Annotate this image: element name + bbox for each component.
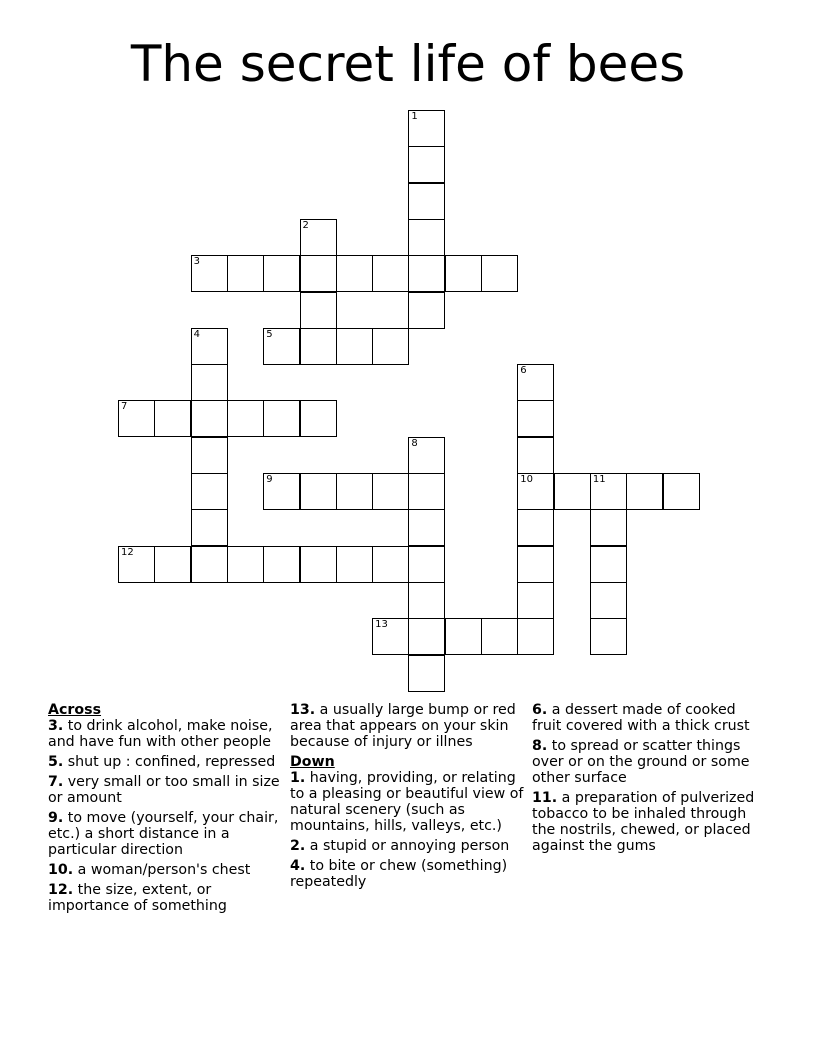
grid-cell[interactable] bbox=[517, 400, 554, 437]
grid-cell[interactable] bbox=[408, 292, 445, 329]
grid-cell[interactable] bbox=[445, 255, 482, 292]
grid-cell[interactable] bbox=[336, 328, 373, 365]
grid-cell[interactable] bbox=[517, 546, 554, 583]
grid-cell[interactable] bbox=[481, 618, 518, 655]
grid-cell[interactable] bbox=[517, 364, 554, 401]
grid-cell[interactable] bbox=[408, 655, 445, 692]
grid-cell[interactable] bbox=[590, 473, 627, 510]
grid-cell[interactable] bbox=[372, 255, 409, 292]
cell-number: 8 bbox=[411, 437, 418, 449]
grid-cell[interactable] bbox=[191, 255, 228, 292]
grid-cell[interactable] bbox=[408, 183, 445, 220]
grid-cell[interactable] bbox=[408, 473, 445, 510]
cell-number: 10 bbox=[520, 474, 534, 485]
clue-down-2: 2. a stupid or annoying person bbox=[290, 838, 510, 854]
grid-cell[interactable] bbox=[590, 546, 627, 583]
grid-cell[interactable] bbox=[517, 582, 554, 619]
cell-number: 1 bbox=[411, 111, 418, 122]
grid-cell[interactable] bbox=[336, 473, 373, 510]
grid-cell[interactable] bbox=[263, 400, 300, 437]
cell-number: 11 bbox=[592, 474, 606, 485]
grid-cell[interactable] bbox=[154, 400, 191, 437]
cell-number: 3 bbox=[193, 256, 200, 268]
cell-number: 5 bbox=[266, 328, 273, 340]
grid-cell[interactable] bbox=[554, 473, 591, 510]
grid-cell[interactable] bbox=[517, 437, 554, 474]
grid-cell[interactable] bbox=[191, 473, 228, 510]
grid-cell[interactable] bbox=[263, 255, 300, 292]
clue-across-12: 12. the size, extent, or importance of something bbox=[48, 882, 227, 914]
grid-cell[interactable] bbox=[191, 364, 228, 401]
grid-cell[interactable] bbox=[227, 255, 264, 292]
puzzle-title: The secret life of bees bbox=[130, 35, 686, 93]
grid-cell[interactable] bbox=[227, 400, 264, 437]
grid-cell[interactable] bbox=[263, 328, 300, 365]
grid-cell[interactable] bbox=[663, 473, 700, 510]
cell-number: 4 bbox=[193, 328, 200, 340]
down-clues-column-3 bbox=[532, 702, 767, 858]
across-clues-column-1 bbox=[48, 702, 283, 918]
grid-cell[interactable] bbox=[481, 255, 518, 292]
clue-across-10: 10. a woman/person's chest bbox=[48, 862, 251, 878]
grid-cell[interactable] bbox=[408, 509, 445, 546]
grid-cell[interactable] bbox=[626, 473, 663, 510]
grid-cell[interactable] bbox=[517, 618, 554, 655]
grid-cell[interactable] bbox=[191, 437, 228, 474]
grid-cell[interactable] bbox=[517, 509, 554, 546]
clue-down-4: 4. to bite or chew (something) repeatedly bbox=[290, 858, 508, 890]
clue-down-1: 1. having, providing, or relating to a pleasing or beautiful view of natural scenery (such as mountains, hills, valleys, etc.) bbox=[290, 770, 524, 834]
grid-cell[interactable] bbox=[300, 292, 337, 329]
clue-across-7: 7. very small or too small in size or amount bbox=[48, 774, 280, 806]
across-heading: Across bbox=[48, 702, 102, 718]
grid-cell[interactable] bbox=[227, 546, 264, 583]
grid-cell[interactable] bbox=[408, 437, 445, 474]
grid-cell[interactable] bbox=[408, 219, 445, 256]
cell-number: 13 bbox=[375, 619, 388, 631]
grid-cell[interactable] bbox=[300, 546, 337, 583]
grid-cell[interactable] bbox=[300, 400, 337, 437]
grid-cell[interactable] bbox=[154, 546, 191, 583]
clue-across-9: 9. to move (yourself, your chair, etc.) a short distance in a particular direction bbox=[48, 810, 279, 858]
cell-number: 12 bbox=[121, 546, 134, 558]
grid-cell[interactable] bbox=[118, 400, 155, 437]
grid-cell[interactable] bbox=[263, 546, 300, 583]
grid-cell[interactable] bbox=[408, 546, 445, 583]
grid-cell[interactable] bbox=[408, 582, 445, 619]
grid-cell[interactable] bbox=[445, 618, 482, 655]
grid-cell[interactable] bbox=[300, 328, 337, 365]
cell-number: 2 bbox=[302, 219, 309, 231]
clue-down-6: 6. a dessert made of cooked fruit covered with a thick crust bbox=[532, 702, 750, 734]
clue-down-8: 8. to spread or scatter things over or on the ground or some other surface bbox=[532, 738, 750, 786]
grid-cell[interactable] bbox=[300, 473, 337, 510]
down-heading: Down bbox=[290, 754, 335, 770]
clue-down-11: 11. a preparation of pulverized tobacco to be inhaled through the nostrils, chewed, or placed against the gums bbox=[532, 790, 755, 854]
grid-cell[interactable] bbox=[408, 110, 445, 147]
cell-number: 6 bbox=[520, 365, 527, 377]
grid-cell[interactable] bbox=[372, 618, 409, 655]
grid-cell[interactable] bbox=[372, 546, 409, 583]
clue-across-5: 5. shut up : confined, repressed bbox=[48, 754, 276, 770]
grid-cell[interactable] bbox=[408, 618, 445, 655]
cell-number: 7 bbox=[121, 401, 128, 413]
grid-cell[interactable] bbox=[191, 328, 228, 365]
grid-cell[interactable] bbox=[372, 328, 409, 365]
grid-cell[interactable] bbox=[191, 400, 228, 437]
grid-cell[interactable] bbox=[118, 546, 155, 583]
grid-cell[interactable] bbox=[408, 255, 445, 292]
grid-cell[interactable] bbox=[408, 146, 445, 183]
grid-cell[interactable] bbox=[300, 219, 337, 256]
grid-cell[interactable] bbox=[263, 473, 300, 510]
grid-cell[interactable] bbox=[300, 255, 337, 292]
grid-cell[interactable] bbox=[372, 473, 409, 510]
grid-cell[interactable] bbox=[517, 473, 554, 510]
grid-cell[interactable] bbox=[191, 509, 228, 546]
clue-across-3: 3. to drink alcohol, make noise, and have fun with other people bbox=[48, 718, 273, 750]
grid-cell[interactable] bbox=[336, 255, 373, 292]
grid-cell[interactable] bbox=[191, 546, 228, 583]
grid-cell[interactable] bbox=[590, 618, 627, 655]
grid-cell[interactable] bbox=[590, 582, 627, 619]
grid-cell[interactable] bbox=[336, 546, 373, 583]
clues-column-2 bbox=[290, 702, 525, 894]
clue-across-13: 13. a usually large bump or red area that appears on your skin because of injury or illnes bbox=[290, 702, 516, 750]
cell-number: 9 bbox=[266, 474, 273, 485]
grid-cell[interactable] bbox=[590, 509, 627, 546]
